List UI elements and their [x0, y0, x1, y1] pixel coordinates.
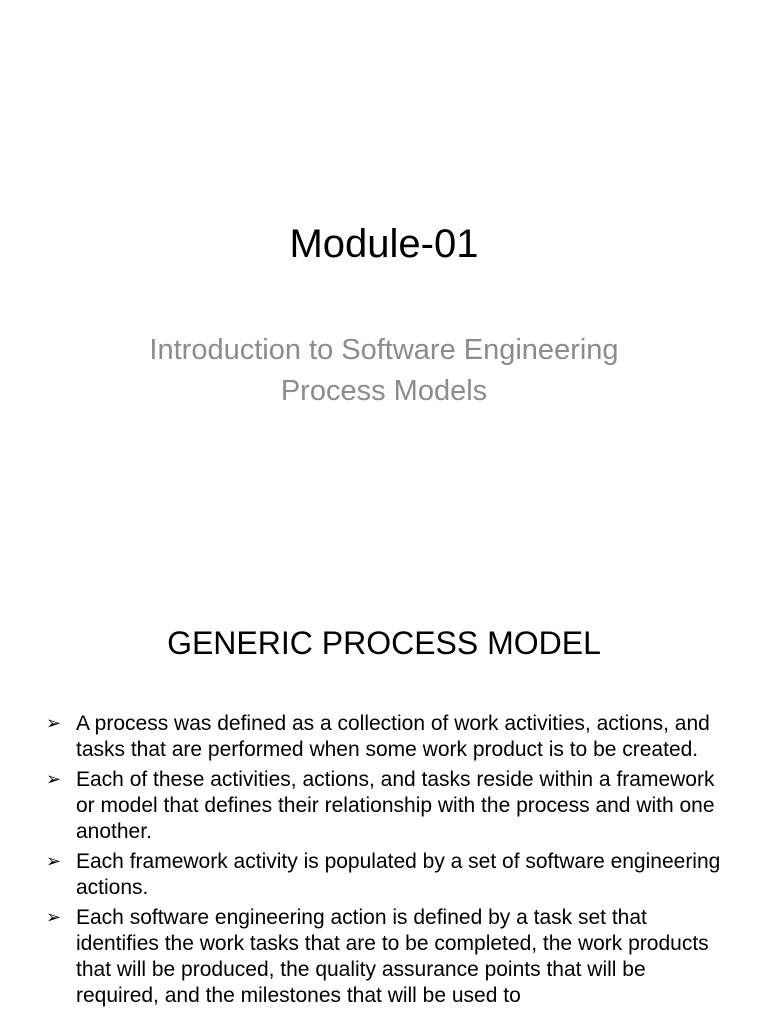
bullet-text: A process was defined as a collection of work activities, actions, and tasks that are performed when some work product is to be created.: [76, 712, 710, 761]
content-slide: [0, 576, 768, 1024]
arrowhead-bullet-icon: ➢: [46, 713, 62, 734]
bullet-item: [44, 905, 734, 1009]
bullet-item: [44, 767, 734, 845]
subtitle-line: Introduction to Software Engineering: [149, 334, 619, 366]
slide-subtitle: [84, 330, 684, 412]
bullet-text: Each software engineering action is defined by a task set that identifies the work tasks that are to be completed, the work products that will be produced, the quality assurance points that will be required, and the milestones that will be used to: [76, 906, 709, 1007]
subtitle-line: Process Models: [280, 375, 488, 407]
slide-title: Module-01: [289, 222, 479, 266]
bullet-text: Each framework activity is populated by a set of software engineering actions.: [76, 850, 721, 899]
slide-title: GENERIC PROCESS MODEL: [167, 625, 601, 661]
bullet-item: [44, 849, 734, 901]
bullet-text: Each of these activities, actions, and tasks reside within a framework or model that defines their relationship with the process and with one another.: [76, 768, 715, 843]
arrowhead-bullet-icon: ➢: [46, 769, 62, 790]
arrowhead-bullet-icon: ➢: [46, 907, 62, 928]
arrowhead-bullet-icon: ➢: [46, 851, 62, 872]
bullet-item: [44, 711, 734, 763]
bullet-list: [44, 711, 734, 1013]
